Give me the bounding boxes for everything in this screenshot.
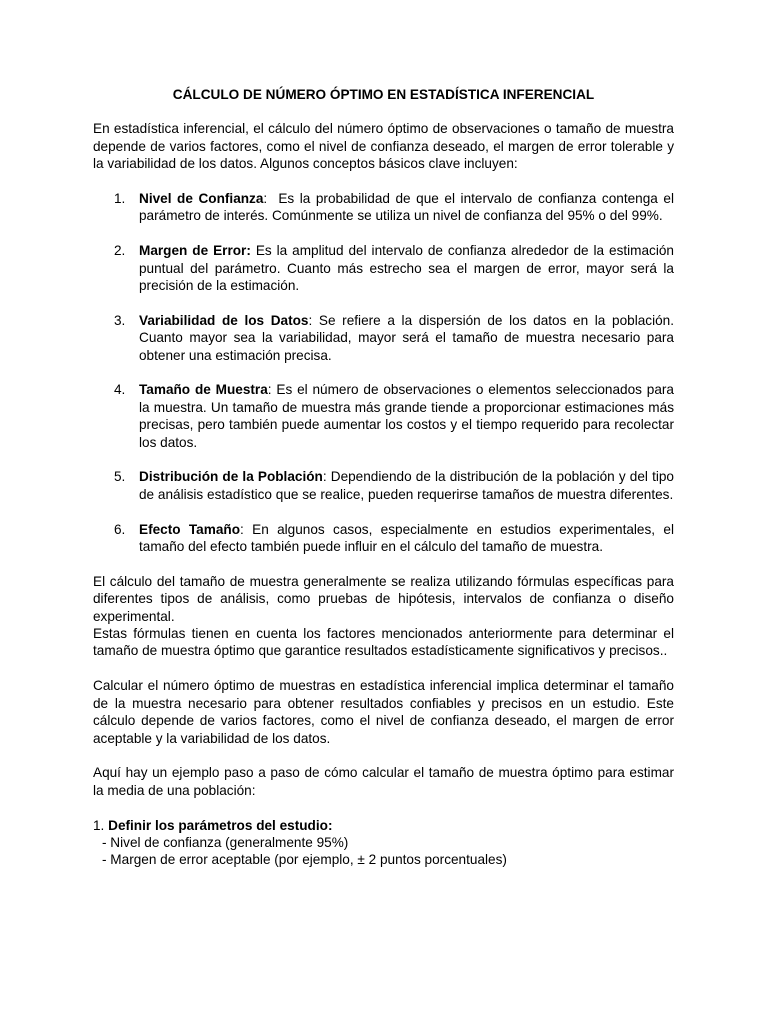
concept-term: Distribución de la Población bbox=[139, 469, 323, 485]
factors-paragraph: Estas fórmulas tienen en cuenta los factores mencionados anteriormente para determinar el tamaño de muestra óptimo que garantice resultados estadísticamente significativos y precisos.. bbox=[93, 626, 674, 659]
concept-text: Dependiendo de la distribución de la población y del tipo de análisis estadístico que se realice, pueden requerirse tamaños de muestra diferentes. bbox=[139, 469, 674, 502]
concept-item-confidence-level: 1. Nivel de Confianza: Es la probabilidad de que el intervalo de confianza contenga el parámetro de interés. Comúnmente se utiliza un nivel de confianza del 95% o del 99%. bbox=[114, 191, 674, 224]
concept-term: Nivel de Confianza bbox=[139, 191, 264, 207]
step-1-item: - Nivel de confianza (generalmente 95%) bbox=[102, 834, 349, 850]
concepts-list bbox=[93, 190, 674, 555]
document-body bbox=[93, 86, 674, 869]
example-paragraph: Aquí hay un ejemplo paso a paso de cómo calcular el tamaño de muestra óptimo para estimar la media de una población: bbox=[93, 765, 674, 798]
concept-text: Es la amplitud del intervalo de confianza alrededor de la estimación puntual del parámetro. Cuanto más estrecho sea el margen de error, mayor será la precisión de la estimación. bbox=[139, 243, 674, 294]
concept-item-effect-size: 6. Efecto Tamaño: En algunos casos, especialmente en estudios experimentales, el tamaño del efecto también puede influir en el cálculo del tamaño de muestra. bbox=[114, 521, 674, 555]
step-1-item: - Margen de error aceptable (por ejemplo, ± 2 puntos porcentuales) bbox=[102, 852, 507, 868]
concept-item-sample-size: 4. Tamaño de Muestra: Es el número de observaciones o elementos seleccionados para la muestra. Un tamaño de muestra más grande tiende a proporcionar estimaciones más precisas, pero también puede aumentar los costos y el tiempo requerido para recolectar los datos. bbox=[114, 382, 674, 450]
step-1-heading: 1. Definir los parámetros del estudio: bbox=[93, 817, 333, 833]
concept-text: En algunos casos, especialmente en estudios experimentales, el tamaño del efecto también puede influir en el cálculo del tamaño de muestra. bbox=[139, 521, 674, 555]
step-1-title: Definir los parámetros del estudio: bbox=[108, 817, 333, 833]
concept-term: Margen de Error: bbox=[139, 243, 251, 259]
concept-item-population-distribution: 5. Distribución de la Población: Dependiendo de la distribución de la población y del tipo de análisis estadístico que se realice, pueden requerirse tamaños de muestra diferentes. bbox=[114, 469, 674, 502]
document-title: CÁLCULO DE NÚMERO ÓPTIMO EN ESTADÍSTICA INFERENCIAL bbox=[172, 87, 595, 102]
concept-term: Efecto Tamaño bbox=[139, 521, 240, 537]
concept-item-data-variability: 3. Variabilidad de los Datos: Se refiere a la dispersión de los datos en la población. Cuanto mayor sea la variabilidad, mayor será el tamaño de muestra necesario para obtener una estimación precisa. bbox=[114, 312, 674, 363]
concept-text: Es la probabilidad de que el intervalo de confianza contenga el parámetro de interés. Comúnmente se utiliza un nivel de confianza del 95% o del 99%. bbox=[139, 191, 674, 224]
intro-paragraph: En estadística inferencial, el cálculo del número óptimo de observaciones o tamaño de muestra depende de varios factores, como el nivel de confianza deseado, el margen de error tolerable y la variabilidad de los datos. Algunos conceptos básicos clave incluyen: bbox=[93, 121, 674, 172]
concept-item-margin-of-error: 2. Margen de Error: Es la amplitud del intervalo de confianza alrededor de la estimación puntual del parámetro. Cuanto más estrecho sea el margen de error, mayor será la precisión de la estimación. bbox=[114, 243, 674, 294]
concept-text: Se refiere a la dispersión de los datos en la población. Cuanto mayor sea la variabilidad, mayor será el tamaño de muestra necesario para obtener una estimación precisa. bbox=[139, 312, 674, 363]
concept-term: Variabilidad de los Datos bbox=[139, 312, 309, 328]
calculation-paragraph: Calcular el número óptimo de muestras en estadística inferencial implica determinar el tamaño de la muestra necesario para obtener resultados confiables y precisos en un estudio. Este cálculo depende de varios factores, como el nivel de confianza deseado, el margen de error aceptable y la variabilidad de los datos. bbox=[93, 678, 674, 746]
formulas-paragraph: El cálculo del tamaño de muestra generalmente se realiza utilizando fórmulas específicas para diferentes tipos de análisis, como pruebas de hipótesis, intervalos de confianza o diseño experimental. bbox=[93, 573, 674, 624]
concept-term: Tamaño de Muestra bbox=[139, 382, 268, 398]
concept-text: Es el número de observaciones o elementos seleccionados para la muestra. Un tamaño de muestra más grande tiende a proporcionar estimaciones más precisas, pero también puede aumentar los costos y el tiempo requerido para recolectar los datos. bbox=[139, 382, 674, 450]
